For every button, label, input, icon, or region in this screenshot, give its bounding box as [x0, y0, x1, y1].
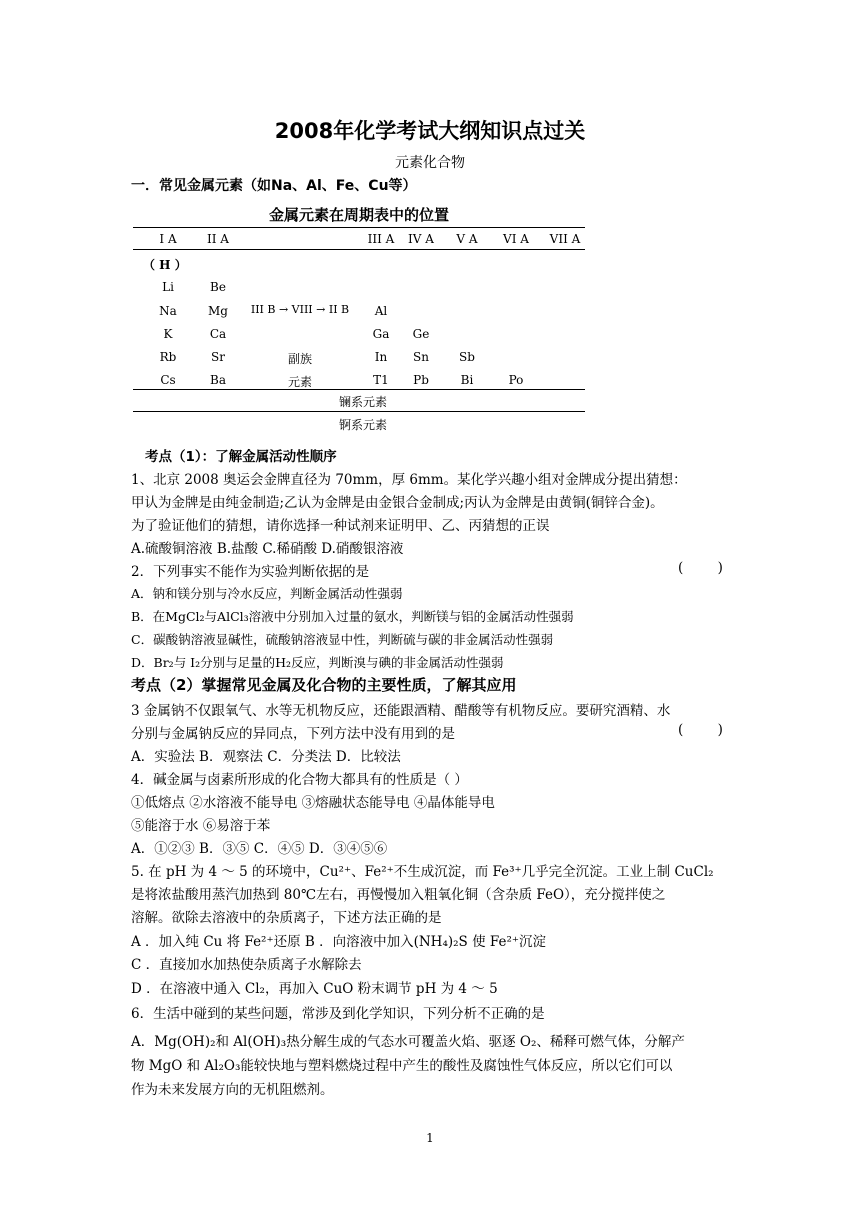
header-IIA: II A	[207, 232, 229, 246]
q4-line: 4．碱金属与卤素所形成的化合物大都具有的性质是（ ）	[131, 772, 468, 788]
q3-answer-blank: ( )	[678, 722, 723, 738]
header-IIIA: III A	[367, 232, 395, 246]
q1-line: 1、北京 2008 奥运会金牌直径为 70mm，厚 6mm。某化学兴趣小组对金牌成分提出猜想：	[131, 472, 687, 488]
q2-option: D．Br₂与 I₂分别与足量的H₂反应，判断溴与碘的非金属活动性强弱	[131, 655, 504, 670]
element-cell: Po	[508, 373, 524, 387]
table-header-rule	[133, 249, 585, 250]
transition-label: III B → VIII → II B	[250, 303, 350, 316]
transition-sub1: 副族	[287, 352, 313, 366]
element-cell: Pb	[413, 373, 429, 387]
q2-stem: 2．下列事实不能作为实验判断依据的是	[131, 564, 370, 580]
element-cell: Na	[159, 304, 177, 318]
q5-line: 5. 在 pH 为 4 ～ 5 的环境中，Cu²⁺、Fe²⁺不生成沉淀，而 Fe³⁺几乎完全沉淀。工业上制 CuCl₂	[131, 864, 714, 880]
q3-options: A．实验法 B．观察法 C．分类法 D．比较法	[131, 749, 401, 765]
q6-line: A．Mg(OH)₂和 Al(OH)₃热分解生成的气态水可覆盖火焰、驱逐 O₂、稀释可燃气体，分解产	[131, 1034, 685, 1050]
header-IVA: IV A	[408, 232, 434, 246]
element-cell: Cs	[160, 373, 176, 387]
element-cell: In	[374, 350, 388, 364]
q3-line: 分别与金属钠反应的异同点，下列方法中没有用到的是	[131, 726, 455, 742]
table-rule	[133, 411, 585, 412]
element-cell: Bi	[460, 373, 474, 387]
q2-option: B．在MgCl₂与AlCl₃溶液中分别加入过量的氨水，判断镁与铝的金属活动性强弱	[131, 609, 574, 624]
element-cell: Ca	[209, 327, 227, 341]
page-number: 1	[426, 1131, 434, 1145]
element-cell: Ga	[372, 327, 390, 341]
transition-sub2: 元素	[287, 375, 313, 389]
element-cell: Sr	[211, 350, 225, 364]
q6-line: 6．生活中碰到的某些问题，常涉及到化学知识，下列分析不正确的是	[131, 1006, 545, 1022]
q4-line: ⑤能溶于水 ⑥易溶于苯	[131, 818, 271, 834]
table-title: 金属元素在周期表中的位置	[268, 206, 449, 224]
element-cell: Rb	[159, 350, 177, 364]
element-cell: Sb	[459, 350, 475, 364]
q5-option: A ．加入纯 Cu 将 Fe²⁺还原 B ．向溶液中加入(NH₄)₂S 使 Fe²⁺沉淀	[131, 934, 547, 950]
q2-answer-blank: ( )	[678, 560, 723, 576]
q4-options: A．①②③ B．③⑤ C．④⑤ D．③④⑤⑥	[131, 841, 388, 857]
lanthanide-label: 镧系元素	[338, 395, 388, 409]
element-cell: K	[163, 327, 173, 341]
q6-line: 作为未来发展方向的无机阻燃剂。	[131, 1082, 334, 1098]
header-VIA: VI A	[503, 232, 529, 246]
q1-line: 为了验证他们的猜想，请你选择一种试剂来证明甲、乙、丙猜想的正误	[131, 518, 550, 534]
q5-option: D ．在溶液中通入 Cl₂，再加入 CuO 粉末调节 pH 为 4 ～ 5	[131, 981, 498, 997]
table-rule	[133, 389, 585, 390]
header-VIIA: VII A	[549, 232, 581, 246]
element-cell: Be	[210, 280, 226, 294]
q6-line: 物 MgO 和 Al₂O₃能较快地与塑料燃烧过程中产生的酸性及腐蚀性气体反应，所以它们可以	[131, 1058, 673, 1074]
element-cell: T1	[373, 373, 389, 387]
section-heading: 一．常见金属元素（如Na、Al、Fe、Cu等）	[131, 178, 417, 194]
element-cell: Al	[374, 304, 388, 318]
q3-line: 3 金属钠不仅跟氧气、水等无机物反应，还能跟酒精、醋酸等有机物反应。要研究酒精、水	[131, 703, 671, 719]
q1-options: A.硫酸铜溶液 B.盐酸 C.稀硝酸 D.硝酸银溶液	[131, 541, 404, 557]
element-cell: Ba	[210, 373, 226, 387]
q5-line: 是将浓盐酸用蒸汽加热到 80℃左右，再慢慢加入粗氧化铜（含杂质 FeO），充分搅拌使之	[131, 887, 666, 903]
page-title: 2008年化学考试大纲知识点过关	[274, 119, 586, 143]
element-cell: Sn	[413, 350, 429, 364]
q2-option: C．碳酸钠溶液显碱性，硫酸钠溶液显中性，判断硫与碳的非金属活动性强弱	[131, 632, 554, 647]
q4-line: ①低熔点 ②水溶液不能导电 ③熔融状态能导电 ④晶体能导电	[131, 795, 495, 811]
element-cell: Li	[162, 280, 174, 294]
kaodian-2-heading: 考点（2）掌握常见金属及化合物的主要性质，了解其应用	[131, 676, 517, 694]
header-IA: I A	[159, 232, 177, 246]
q2-option: A．钠和镁分别与冷水反应，判断金属活动性强弱	[131, 586, 403, 601]
table-top-rule	[133, 227, 585, 228]
page-subtitle: 元素化合物	[395, 155, 465, 171]
kaodian-1-heading: 考点（1）：了解金属活动性顺序	[145, 449, 337, 465]
q1-line: 甲认为金牌是由纯金制造;乙认为金牌是由金银合金制成;丙认为金牌是由黄铜(铜锌合金)。	[131, 495, 664, 511]
header-VA: V A	[456, 232, 478, 246]
q5-line: 溶解。欲除去溶液中的杂质离子，下述方法正确的是	[131, 910, 442, 926]
element-cell: Ge	[412, 327, 430, 341]
hydrogen-cell: （ H ）	[143, 258, 187, 272]
actinide-label: 锕系元素	[338, 418, 388, 432]
element-cell: Mg	[208, 304, 228, 318]
q5-option: C ．直接加水加热使杂质离子水解除去	[131, 957, 362, 973]
